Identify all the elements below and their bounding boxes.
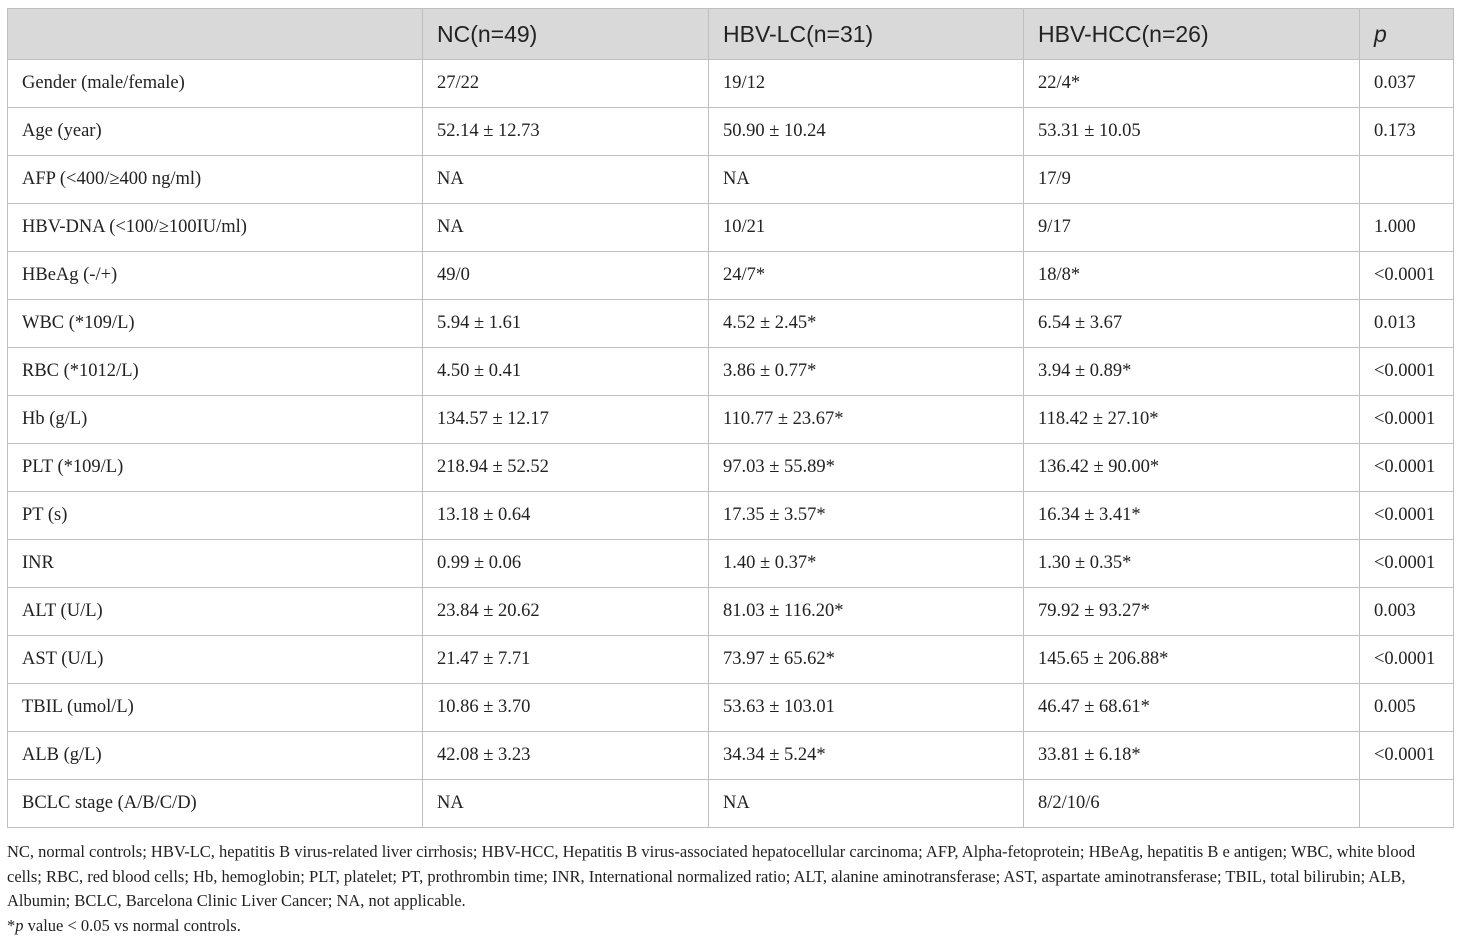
table-cell-variable: AST (U/L) — [8, 636, 423, 684]
table-cell-hbv-lc: 1.40 ± 0.37* — [709, 540, 1024, 588]
table-cell-nc: 13.18 ± 0.64 — [423, 492, 709, 540]
characteristics-table-container — [7, 8, 1453, 828]
table-cell-hbv-lc: 24/7* — [709, 252, 1024, 300]
table-cell-nc: 218.94 ± 52.52 — [423, 444, 709, 492]
table-row — [8, 492, 1454, 540]
header-cell-variable — [8, 9, 423, 60]
table-cell-hbv-lc: 3.86 ± 0.77* — [709, 348, 1024, 396]
table-row — [8, 540, 1454, 588]
table-cell-hbv-hcc: 136.42 ± 90.00* — [1024, 444, 1360, 492]
table-cell-hbv-lc: 4.52 ± 2.45* — [709, 300, 1024, 348]
table-cell-nc: 10.86 ± 3.70 — [423, 684, 709, 732]
header-row — [8, 9, 1454, 60]
table-cell-nc: 134.57 ± 12.17 — [423, 396, 709, 444]
table-row — [8, 108, 1454, 156]
table-cell-variable: INR — [8, 540, 423, 588]
table-cell-p-value: <0.0001 — [1360, 636, 1454, 684]
table-cell-variable: PT (s) — [8, 492, 423, 540]
table-cell-hbv-lc: 110.77 ± 23.67* — [709, 396, 1024, 444]
table-cell-p-value: 0.037 — [1360, 60, 1454, 108]
table-cell-variable: TBIL (umol/L) — [8, 684, 423, 732]
table-row — [8, 156, 1454, 204]
table-cell-p-value: 0.013 — [1360, 300, 1454, 348]
table-footnotes — [7, 840, 1453, 938]
table-cell-hbv-hcc: 53.31 ± 10.05 — [1024, 108, 1360, 156]
table-cell-hbv-lc: 73.97 ± 65.62* — [709, 636, 1024, 684]
table-row — [8, 204, 1454, 252]
table-cell-variable: Hb (g/L) — [8, 396, 423, 444]
table-cell-hbv-lc: 50.90 ± 10.24 — [709, 108, 1024, 156]
table-cell-hbv-lc: 97.03 ± 55.89* — [709, 444, 1024, 492]
table-cell-p-value: <0.0001 — [1360, 540, 1454, 588]
table-header — [8, 9, 1454, 60]
table-cell-nc: 49/0 — [423, 252, 709, 300]
table-cell-p-value: <0.0001 — [1360, 348, 1454, 396]
table-cell-variable: ALT (U/L) — [8, 588, 423, 636]
table-cell-variable: HBeAg (-/+) — [8, 252, 423, 300]
table-cell-nc: 0.99 ± 0.06 — [423, 540, 709, 588]
table-cell-hbv-lc: 17.35 ± 3.57* — [709, 492, 1024, 540]
table-cell-hbv-hcc: 118.42 ± 27.10* — [1024, 396, 1360, 444]
table-row — [8, 588, 1454, 636]
table-cell-variable: BCLC stage (A/B/C/D) — [8, 780, 423, 828]
table-cell-p-value: <0.0001 — [1360, 252, 1454, 300]
table-row — [8, 684, 1454, 732]
table-cell-p-value — [1360, 156, 1454, 204]
table-cell-hbv-hcc: 6.54 ± 3.67 — [1024, 300, 1360, 348]
table-row — [8, 444, 1454, 492]
table-cell-hbv-hcc: 79.92 ± 93.27* — [1024, 588, 1360, 636]
table-cell-hbv-hcc: 9/17 — [1024, 204, 1360, 252]
significance-footnote — [7, 914, 1453, 939]
table-cell-variable: WBC (*109/L) — [8, 300, 423, 348]
header-cell-nc: NC(n=49) — [423, 9, 709, 60]
table-cell-variable: HBV-DNA (<100/≥100IU/ml) — [8, 204, 423, 252]
table-cell-nc: NA — [423, 156, 709, 204]
table-cell-variable: AFP (<400/≥400 ng/ml) — [8, 156, 423, 204]
table-cell-p-value: 0.003 — [1360, 588, 1454, 636]
table-cell-hbv-hcc: 22/4* — [1024, 60, 1360, 108]
table-cell-p-value: <0.0001 — [1360, 444, 1454, 492]
table-cell-p-value: <0.0001 — [1360, 492, 1454, 540]
table-row — [8, 348, 1454, 396]
table-row — [8, 636, 1454, 684]
table-cell-hbv-hcc: 17/9 — [1024, 156, 1360, 204]
table-cell-variable: PLT (*109/L) — [8, 444, 423, 492]
table-cell-hbv-lc: NA — [709, 156, 1024, 204]
table-row — [8, 396, 1454, 444]
significance-text: value < 0.05 vs normal controls. — [23, 915, 241, 935]
table-cell-variable: ALB (g/L) — [8, 732, 423, 780]
table-cell-nc: 21.47 ± 7.71 — [423, 636, 709, 684]
table-cell-hbv-hcc: 33.81 ± 6.18* — [1024, 732, 1360, 780]
table-cell-p-value: <0.0001 — [1360, 732, 1454, 780]
table-cell-hbv-lc: 19/12 — [709, 60, 1024, 108]
table-cell-nc: 23.84 ± 20.62 — [423, 588, 709, 636]
table-cell-nc: 5.94 ± 1.61 — [423, 300, 709, 348]
table-cell-hbv-hcc: 46.47 ± 68.61* — [1024, 684, 1360, 732]
table-cell-nc: 42.08 ± 3.23 — [423, 732, 709, 780]
table-cell-hbv-lc: 10/21 — [709, 204, 1024, 252]
table-cell-nc: 4.50 ± 0.41 — [423, 348, 709, 396]
table-cell-p-value: 1.000 — [1360, 204, 1454, 252]
header-cell-hbv-lc: HBV-LC(n=31) — [709, 9, 1024, 60]
table-body — [8, 60, 1454, 828]
table-cell-variable: Gender (male/female) — [8, 60, 423, 108]
table-cell-hbv-lc: 53.63 ± 103.01 — [709, 684, 1024, 732]
table-row — [8, 300, 1454, 348]
table-cell-hbv-hcc: 8/2/10/6 — [1024, 780, 1360, 828]
table-row — [8, 732, 1454, 780]
table-cell-hbv-hcc: 3.94 ± 0.89* — [1024, 348, 1360, 396]
table-cell-hbv-lc: NA — [709, 780, 1024, 828]
table-cell-nc: NA — [423, 780, 709, 828]
characteristics-table — [7, 8, 1454, 828]
header-cell-hbv-hcc: HBV-HCC(n=26) — [1024, 9, 1360, 60]
table-cell-hbv-hcc: 18/8* — [1024, 252, 1360, 300]
table-row — [8, 252, 1454, 300]
table-cell-hbv-hcc: 16.34 ± 3.41* — [1024, 492, 1360, 540]
table-cell-p-value — [1360, 780, 1454, 828]
table-row — [8, 780, 1454, 828]
table-row — [8, 60, 1454, 108]
table-cell-variable: Age (year) — [8, 108, 423, 156]
table-cell-hbv-lc: 81.03 ± 116.20* — [709, 588, 1024, 636]
abbreviations-footnote: NC, normal controls; HBV-LC, hepatitis B virus-related liver cirrhosis; HBV-HCC, Hepatitis B virus-associated hepatocellular carcinoma; AFP, Alpha-fetoprotein; HBeAg, hepatitis B e antigen; WBC, white blood cells; RBC, red blood cells; Hb, hemoglobin; PLT, platelet; PT, prothrombin time; INR, International normalized ratio; ALT, alanine aminotransferase; AST, aspartate aminotransferase; TBIL, total bilirubin; ALB, Albumin; BCLC, Barcelona Clinic Liver Cancer; NA, not applicable. — [7, 842, 1416, 910]
table-cell-nc: NA — [423, 204, 709, 252]
table-cell-nc: 52.14 ± 12.73 — [423, 108, 709, 156]
header-cell-p-value: p — [1360, 9, 1454, 60]
table-cell-variable: RBC (*1012/L) — [8, 348, 423, 396]
table-cell-hbv-lc: 34.34 ± 5.24* — [709, 732, 1024, 780]
table-cell-hbv-hcc: 145.65 ± 206.88* — [1024, 636, 1360, 684]
table-cell-p-value: 0.173 — [1360, 108, 1454, 156]
significance-mark: * — [7, 915, 16, 935]
table-cell-nc: 27/22 — [423, 60, 709, 108]
significance-variable: p — [15, 915, 24, 935]
table-cell-p-value: <0.0001 — [1360, 396, 1454, 444]
table-cell-p-value: 0.005 — [1360, 684, 1454, 732]
table-cell-hbv-hcc: 1.30 ± 0.35* — [1024, 540, 1360, 588]
